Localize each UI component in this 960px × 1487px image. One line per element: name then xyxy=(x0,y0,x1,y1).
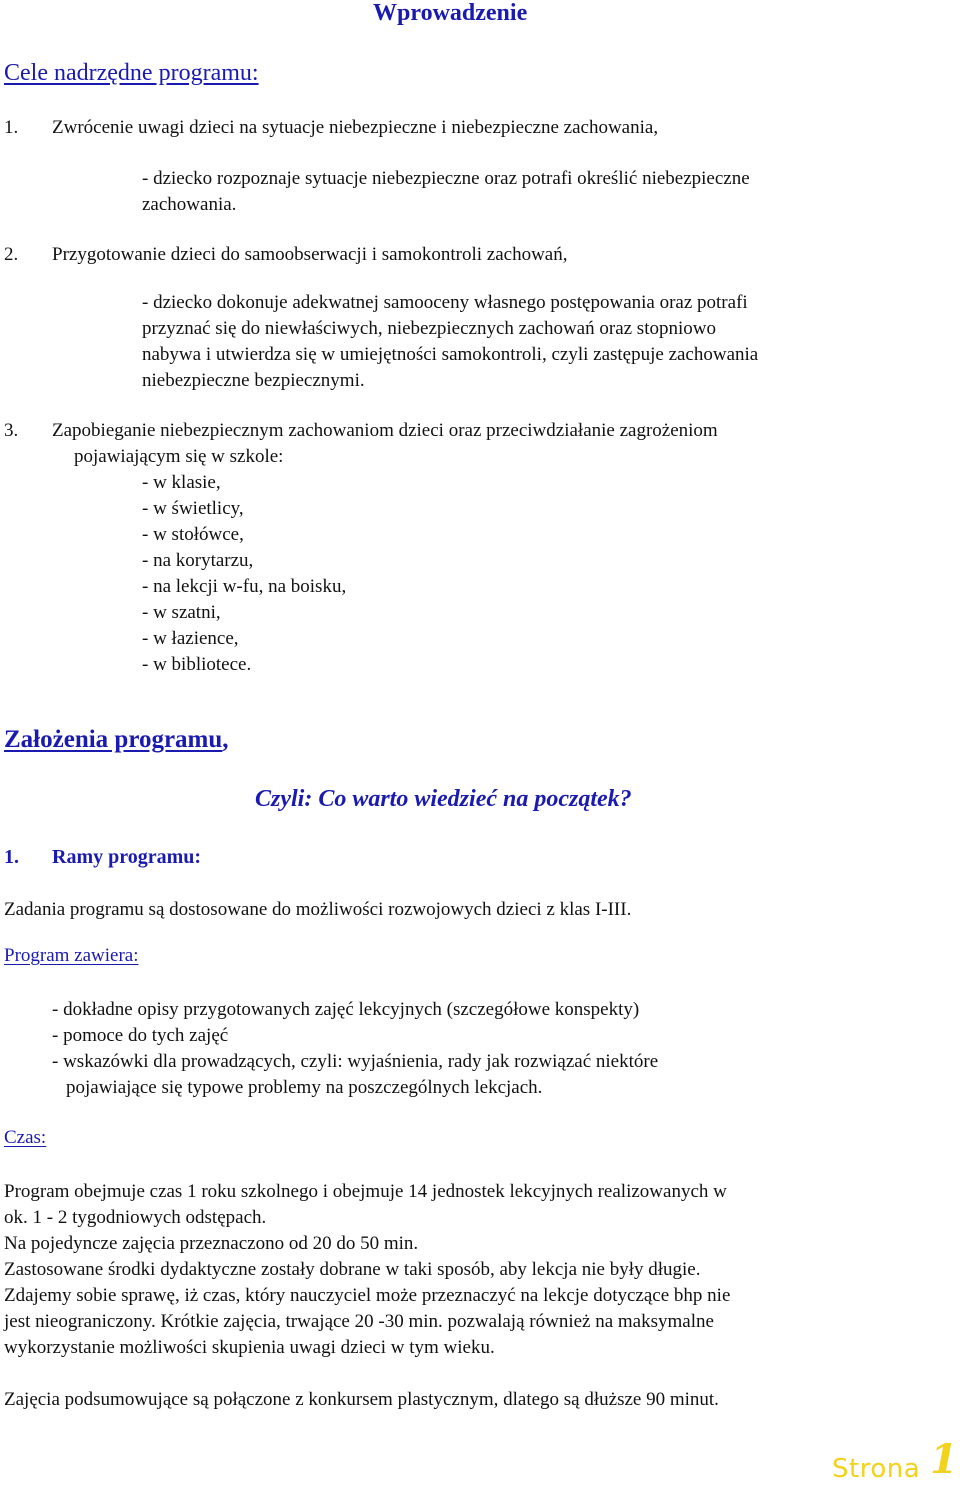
time-line: Na pojedyncze zajęcia przeznaczono od 20 do 50 min. xyxy=(4,1233,419,1254)
contains-line: - dokładne opisy przygotowanych zajęć lekcyjnych (szczegółowe konspekty) xyxy=(52,999,640,1020)
intro-question: Czyli: Co warto wiedzieć na początek? xyxy=(255,786,632,812)
place-item: - na lekcji w-fu, na boisku, xyxy=(142,576,347,597)
goal-2-sub-line: nabywa i utwierdza się w umiejętności samokontroli, czyli zastępuje zachowania xyxy=(142,344,759,365)
footer-page-number: 1 xyxy=(930,1436,958,1483)
goals-heading: Cele nadrzędne programu: xyxy=(4,60,259,86)
place-item: - w stołówce, xyxy=(142,524,244,545)
summary-line: Zajęcia podsumowujące są połączone z konkursem plastycznym, dlatego są dłuższe 90 minut. xyxy=(4,1389,719,1410)
goal-1-text: Zwrócenie uwagi dzieci na sytuacje niebezpieczne i niebezpieczne zachowania, xyxy=(52,117,659,138)
goal-3-number: 3. xyxy=(4,420,19,441)
assumptions-heading: Założenia programu xyxy=(4,726,223,753)
time-line: jest nieograniczony. Krótkie zajęcia, trwające 20 -30 min. pozwalają również na maksymalne xyxy=(4,1311,714,1332)
goal-2-sub-line: - dziecko dokonuje adekwatnej samooceny własnego postępowania oraz potrafi xyxy=(142,292,748,313)
goal-2-text: Przygotowanie dzieci do samoobserwacji i samokontroli zachowań, xyxy=(52,244,568,265)
time-heading: Czas: xyxy=(4,1127,47,1148)
contains-heading: Program zawiera: xyxy=(4,945,139,966)
goal-2-sub-line: niebezpieczne bezpiecznymi. xyxy=(142,370,365,391)
contains-line: - pomoce do tych zajęć xyxy=(52,1025,229,1046)
contains-line: pojawiające się typowe problemy na poszczególnych lekcjach. xyxy=(66,1077,543,1098)
goal-1-number: 1. xyxy=(4,117,19,138)
contains-line: - wskazówki dla prowadzących, czyli: wyjaśnienia, rady jak rozwiązać niektóre xyxy=(52,1051,659,1072)
goal-2-sub-line: przyznać się do niewłaściwych, niebezpiecznych zachowań oraz stopniowo xyxy=(142,318,716,339)
place-item: - w świetlicy, xyxy=(142,498,244,519)
assumptions-heading-suffix: , xyxy=(222,726,229,753)
page-title: Wprowadzenie xyxy=(373,0,528,26)
place-item: - w klasie, xyxy=(142,472,221,493)
place-item: - na korytarzu, xyxy=(142,550,254,571)
goal-2-number: 2. xyxy=(4,244,19,265)
time-line: Zastosowane środki dydaktyczne zostały dobrane w taki sposób, aby lekcja nie były długie. xyxy=(4,1259,701,1280)
time-line: Zdajemy sobie sprawę, iż czas, który nauczyciel może przeznaczyć na lekcje dotyczące bhp nie xyxy=(4,1285,731,1306)
time-line: Program obejmuje czas 1 roku szkolnego i obejmuje 14 jednostek lekcyjnych realizowanych w xyxy=(4,1181,727,1202)
place-item: - w bibliotece. xyxy=(142,654,252,675)
time-line: ok. 1 - 2 tygodniowych odstępach. xyxy=(4,1207,267,1228)
goal-3-text: Zapobieganie niebezpiecznym zachowaniom dzieci oraz przeciwdziałanie zagrożeniom xyxy=(52,420,718,441)
place-item: - w szatni, xyxy=(142,602,221,623)
place-item: - w łazience, xyxy=(142,628,239,649)
assumptions-heading-wrap xyxy=(4,726,229,754)
time-line: wykorzystanie możliwości skupienia uwagi dzieci w tym wieku. xyxy=(4,1337,495,1358)
footer-page-label: Strona xyxy=(832,1454,921,1484)
goal-3-text-cont: pojawiającym się w szkole: xyxy=(74,446,284,467)
goal-1-sub-line: - dziecko rozpoznaje sytuacje niebezpieczne oraz potrafi określić niebezpieczne xyxy=(142,168,750,189)
goal-1-sub-line: zachowania. xyxy=(142,194,237,215)
frame-text: Zadania programu są dostosowane do możliwości rozwojowych dzieci z klas I-III. xyxy=(4,899,632,920)
frame-label: Ramy programu: xyxy=(52,846,202,868)
frame-number: 1. xyxy=(4,846,19,868)
